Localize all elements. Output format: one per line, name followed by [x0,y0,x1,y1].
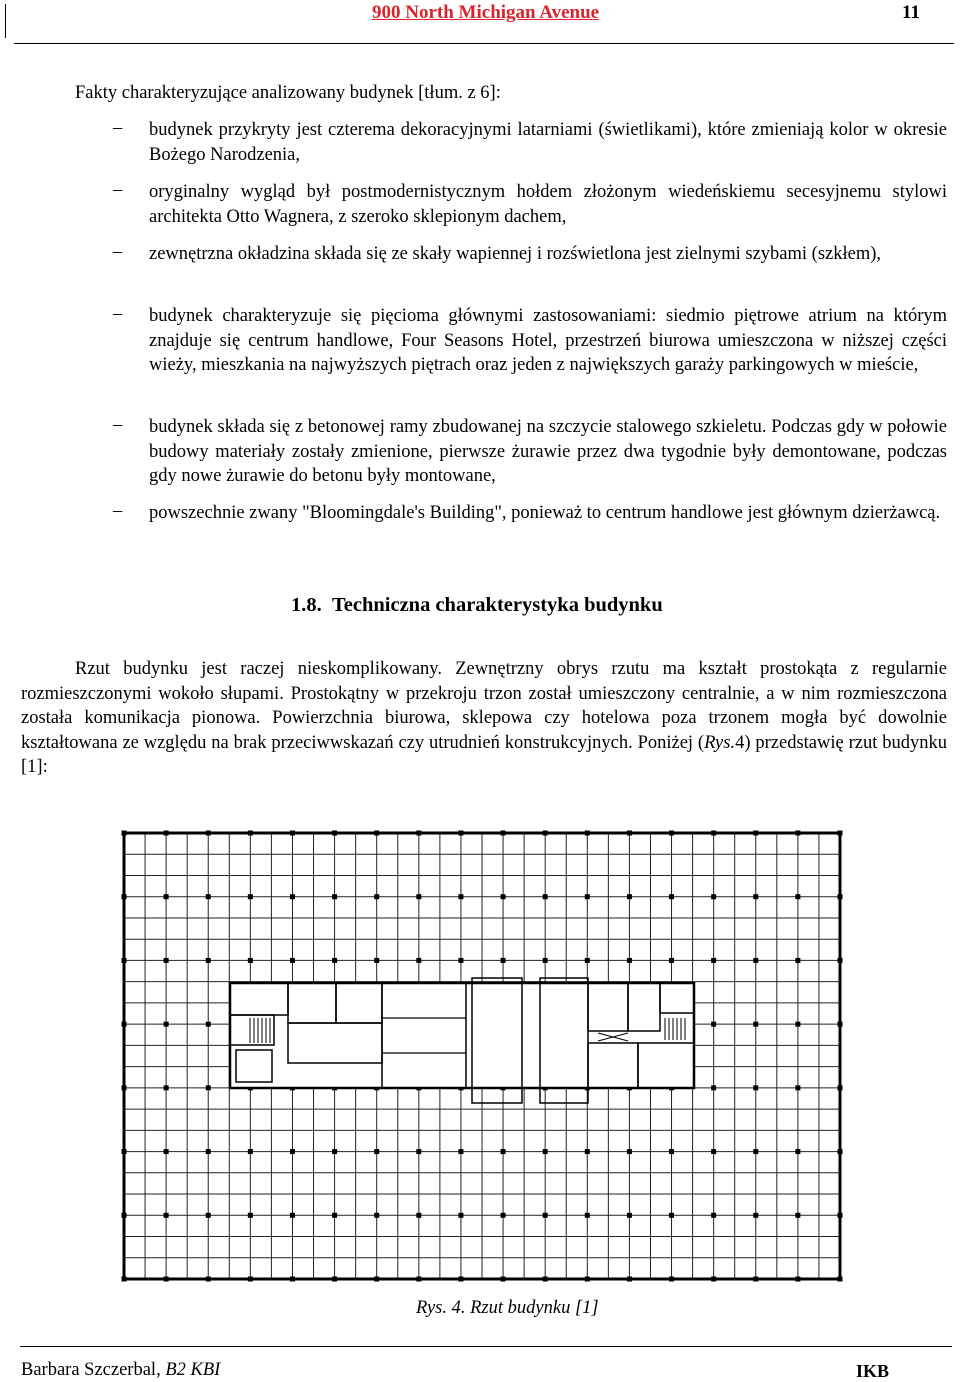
structural-column [711,1277,716,1282]
structural-column [669,1149,674,1154]
structural-column [458,958,463,963]
structural-column [122,1022,127,1027]
structural-column [458,1277,463,1282]
structural-column [753,1213,758,1218]
structural-column [838,1277,843,1282]
bullet-dash: – [113,180,123,200]
structural-column [753,1022,758,1027]
structural-column [290,1277,295,1282]
structural-column [416,1277,421,1282]
structural-column [753,1085,758,1090]
bullet-text: budynek przykryty jest czterema dekoracyjnymi latarniami (świetlikami), które zmieniają kolor w okresie Bożego Narodzenia, [149,120,947,165]
page-header [0,0,960,46]
structural-column [711,894,716,899]
structural-column [838,1213,843,1218]
author-name: Barbara Szczerbal, [21,1360,166,1380]
structural-column [374,1149,379,1154]
footer-rule [20,1346,952,1347]
structural-column [753,958,758,963]
structural-column [122,1277,127,1282]
structural-column [206,1277,211,1282]
structural-column [711,1022,716,1027]
structural-column [374,831,379,836]
structural-column [332,831,337,836]
structural-column [585,958,590,963]
structural-column [248,1213,253,1218]
structural-column [585,831,590,836]
structural-column [795,894,800,899]
bullet-dash: – [113,501,123,521]
structural-column [838,831,843,836]
structural-column [627,1277,632,1282]
structural-column [374,958,379,963]
structural-column [206,1149,211,1154]
structural-column [206,831,211,836]
structural-column [838,1149,843,1154]
structural-column [711,1085,716,1090]
bullet-dash: – [113,118,123,138]
body-paragraph [21,657,947,780]
structural-column [795,1022,800,1027]
structural-column [458,1149,463,1154]
structural-column [164,894,169,899]
structural-column [795,831,800,836]
structural-column [332,958,337,963]
structural-column [416,894,421,899]
structural-column [838,1022,843,1027]
structural-column [122,958,127,963]
structural-column [501,1149,506,1154]
structural-column [164,1085,169,1090]
structural-column [627,1149,632,1154]
structural-column [164,831,169,836]
structural-column [543,1149,548,1154]
structural-column [753,1277,758,1282]
structural-column [458,894,463,899]
structural-column [838,894,843,899]
structural-column [585,1277,590,1282]
section-heading [291,594,663,617]
structural-column [164,1277,169,1282]
structural-column [374,1277,379,1282]
footer-author [21,1360,220,1381]
structural-column [585,894,590,899]
structural-column [838,1085,843,1090]
header-title: 900 North Michigan Avenue [372,2,600,23]
structural-column [122,1085,127,1090]
structural-column [332,1213,337,1218]
structural-column [206,958,211,963]
page-number: 11 [902,2,920,23]
central-core [230,978,694,1103]
paragraph-text-end: 4) przedstawię rzut budynku [1]: [21,732,947,778]
figure-caption: Rys. 4. Rzut budynku [1] [416,1298,599,1318]
structural-column [332,1149,337,1154]
structural-column [164,958,169,963]
bullet-dash: – [113,242,123,262]
structural-column [122,831,127,836]
structural-column [627,958,632,963]
intro-line: Fakty charakteryzujące analizowany budynek [tłum. z 6]: [75,83,501,103]
structural-column [290,831,295,836]
structural-column [669,1277,674,1282]
structural-column [416,1213,421,1218]
structural-column [627,831,632,836]
structural-column [795,1085,800,1090]
structural-column [543,1213,548,1218]
structural-column [669,894,674,899]
structural-column [838,958,843,963]
structural-column [585,1213,590,1218]
structural-column [122,894,127,899]
structural-column [543,831,548,836]
structural-column [753,894,758,899]
structural-column [501,1213,506,1218]
structural-column [795,1277,800,1282]
bullet-text: powszechnie zwany "Bloomingdale's Building", ponieważ to centrum handlowe jest głównym dzierżawcą. [149,503,941,523]
author-group: B2 KBI [165,1360,221,1380]
structural-column [458,831,463,836]
structural-column [248,831,253,836]
figure-reference: Rys. [704,732,736,753]
structural-column [669,1213,674,1218]
structural-column [627,894,632,899]
structural-column [206,1022,211,1027]
structural-column [122,1149,127,1154]
structural-column [543,958,548,963]
structural-column [711,958,716,963]
bullet-dash: – [113,415,123,435]
structural-column [753,831,758,836]
structural-column [248,1149,253,1154]
structural-column [248,1277,253,1282]
structural-column [669,831,674,836]
structural-column [290,894,295,899]
structural-column [543,1277,548,1282]
structural-column [374,894,379,899]
structural-column [164,1022,169,1027]
structural-column [711,1149,716,1154]
structural-column [290,1213,295,1218]
structural-column [416,958,421,963]
structural-column [627,1213,632,1218]
structural-column [501,831,506,836]
section-title: Techniczna charakterystyka budynku [332,594,663,616]
structural-column [711,831,716,836]
structural-column [669,958,674,963]
header-left-bar [5,4,6,38]
floor-plan-drawing [120,828,846,1284]
structural-column [206,1213,211,1218]
structural-column [501,1277,506,1282]
floor-plan-figure [120,828,846,1284]
structural-column [374,1213,379,1218]
bullet-dash: – [113,304,123,324]
structural-column [332,1277,337,1282]
structural-column [711,1213,716,1218]
structural-column [458,1213,463,1218]
structural-column [585,1149,590,1154]
structural-column [248,894,253,899]
bullet-text: zewnętrzna okładzina składa się ze skały wapiennej i rozświetlona jest zielnymi szybami (szkłem), [149,244,882,264]
structural-column [795,1149,800,1154]
structural-column [290,1149,295,1154]
structural-column [795,958,800,963]
section-number: 1.8. [291,594,322,616]
header-rule [14,43,954,44]
structural-column [416,1149,421,1154]
bullet-text: budynek składa się z betonowej ramy zbudowanej na szczycie stalowego szkieletu. Podczas gdy w połowie budowy materiały zostały zmienione, pierwsze żurawie przez dwa tygodnie były demontowane, podczas gdy nowe żurawie do betonu były montowane, [149,417,947,486]
footer-institute: IKB [856,1361,890,1381]
structural-column [543,894,548,899]
structural-column [164,1213,169,1218]
structural-column [164,1149,169,1154]
structural-column [753,1149,758,1154]
structural-column [206,894,211,899]
structural-column [248,958,253,963]
paragraph-text: Rzut budynku jest raczej nieskomplikowany. Zewnętrzny obrys rzutu ma kształt prostokąta z regularnie rozmieszczonymi wokoło słupami. Prostokątny w przekroju trzon został umieszczony centralnie, a w nim rozmieszczona została komunikacja pionowa. Powierzchnia biurowa, sklepowa czy hotelowa poza trzonem mogła być dowolnie kształtowana ze względu na brak przeciwwskazań czy utrudnień konstrukcyjnych. Poniżej ( [21,659,947,753]
structural-column [122,1213,127,1218]
structural-column [332,894,337,899]
bullet-text: oryginalny wygląd był postmodernistycznym hołdem złożonym wiedeńskiemu secesyjnemu stylowi architekta Otto Wagnera, z szeroko sklepionym dachem, [149,182,947,227]
page-footer [0,1346,960,1381]
structural-column [290,958,295,963]
structural-column [501,894,506,899]
structural-column [501,958,506,963]
bullet-text: budynek charakteryzuje się pięcioma głównymi zastosowaniami: siedmio piętrowe atrium na którym znajduje się centrum handlowe, Four Seasons Hotel, przestrzeń biurowa umieszczona w niższej części wieży, mieszkania na najwyższych piętrach oraz jeden z największych garaży parkingowych w mieście, [149,306,947,375]
structural-column [206,1085,211,1090]
structural-column [416,831,421,836]
structural-column [795,1213,800,1218]
